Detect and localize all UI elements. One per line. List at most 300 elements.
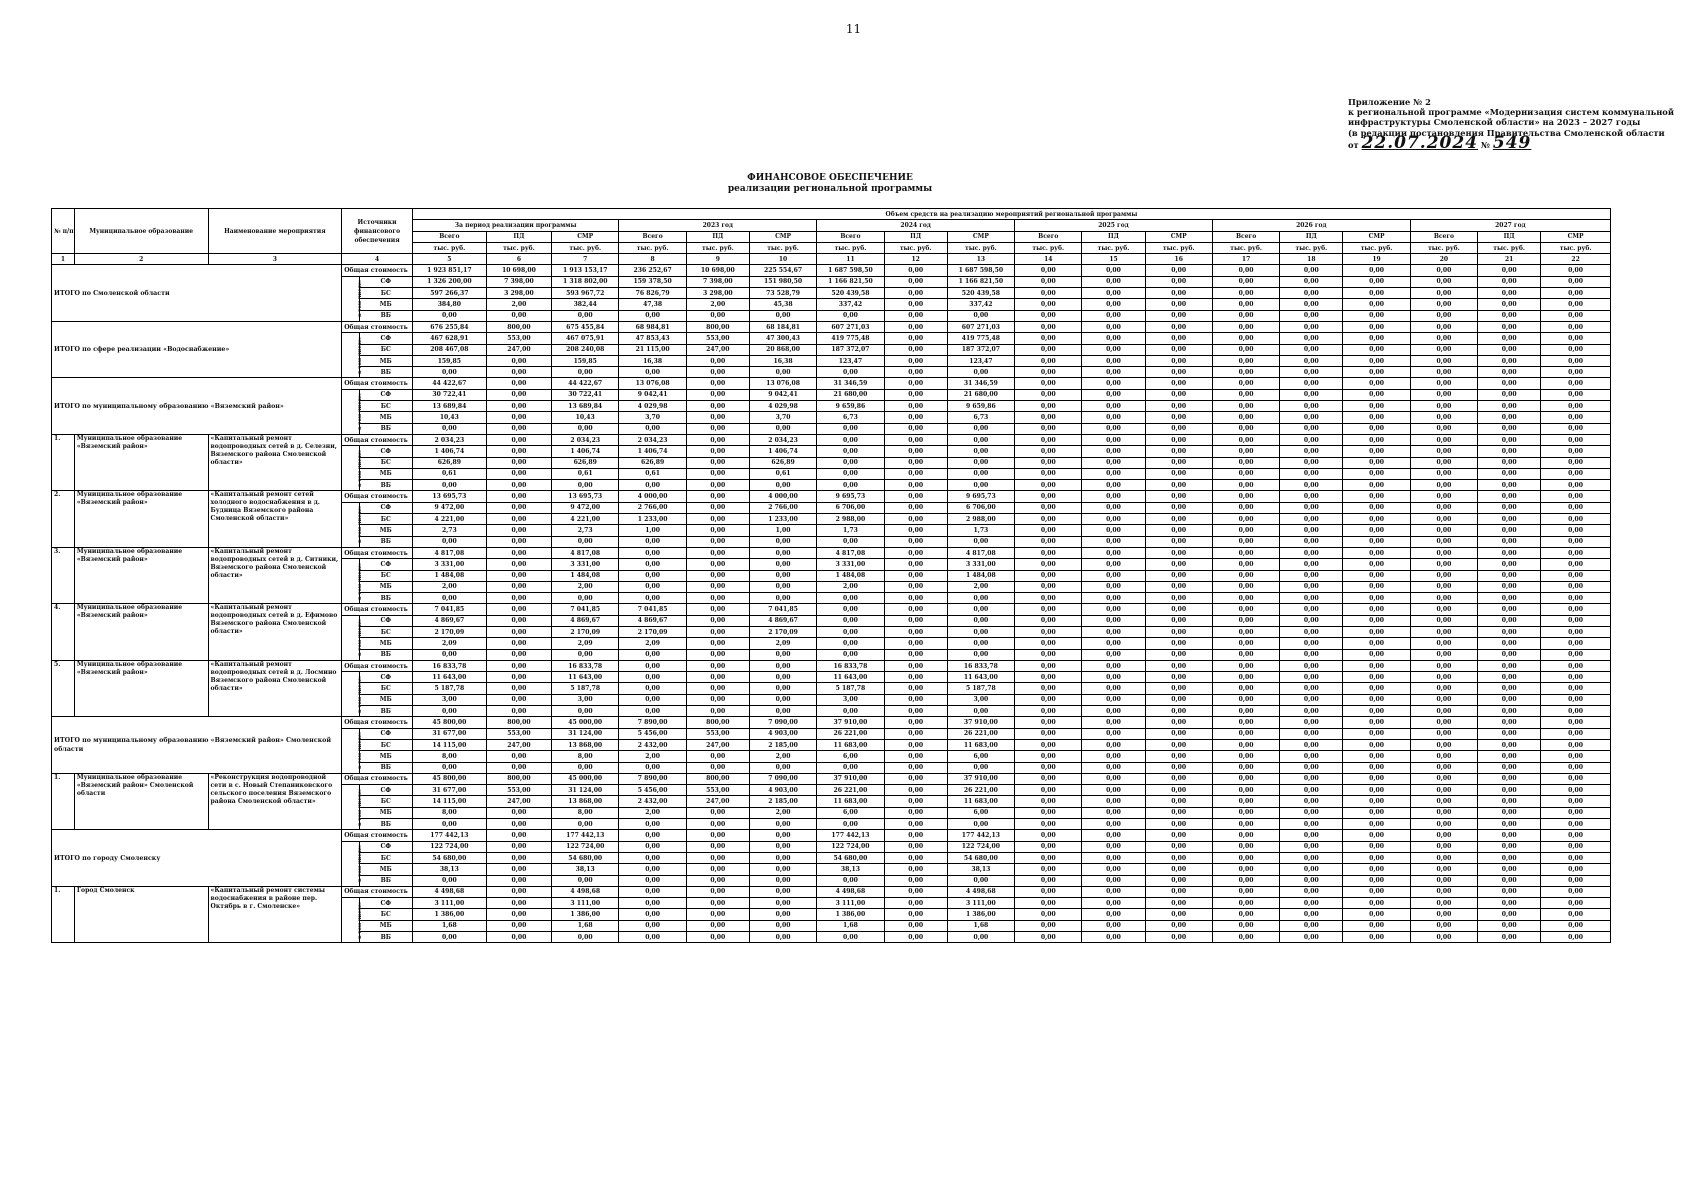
appendix-note — [1348, 97, 1693, 153]
period-header: 2026 год — [1212, 220, 1410, 231]
value-cell: 0,00 — [1145, 751, 1212, 762]
value-cell: 0,00 — [686, 559, 749, 570]
value-cell: 2 034,23 — [412, 434, 486, 445]
value-cell: 2,09 — [749, 638, 816, 649]
value-cell: 0,00 — [1541, 525, 1611, 536]
column-type-header: Всего — [619, 231, 686, 242]
value-cell: 0,00 — [1478, 276, 1541, 287]
value-cell: 0,00 — [1280, 593, 1343, 604]
value-cell: 626,89 — [412, 457, 486, 468]
value-cell: 0,00 — [1082, 480, 1145, 491]
value-cell: 0,00 — [1145, 265, 1212, 276]
value-cell: 0,00 — [1541, 638, 1611, 649]
value-cell: 0,00 — [884, 785, 947, 796]
value-cell: 0,00 — [1343, 785, 1410, 796]
value-cell: 0,00 — [884, 570, 947, 581]
item-municipality: Муниципальное образование «Вяземский район» — [74, 547, 208, 603]
value-cell: 21 680,00 — [947, 389, 1014, 400]
value-cell: 236 252,67 — [619, 265, 686, 276]
value-cell: 0,00 — [1410, 649, 1477, 660]
value-cell: 0,00 — [619, 536, 686, 547]
value-cell: 0,00 — [1280, 559, 1343, 570]
value-cell: 1 233,00 — [749, 514, 816, 525]
value-cell: 0,00 — [1541, 819, 1611, 830]
column-number: 16 — [1145, 254, 1212, 265]
value-cell: 0,00 — [1212, 355, 1279, 366]
value-cell: 7 890,00 — [619, 717, 686, 728]
value-cell: 0,00 — [884, 660, 947, 671]
value-cell: 0,00 — [1015, 434, 1082, 445]
value-cell: 3 111,00 — [947, 898, 1014, 909]
period-header: 2025 год — [1015, 220, 1213, 231]
value-cell: 0,00 — [884, 864, 947, 875]
value-cell: 626,89 — [749, 457, 816, 468]
value-cell: 7 041,85 — [412, 604, 486, 615]
value-cell: 0,00 — [884, 886, 947, 897]
value-cell: 0,00 — [884, 604, 947, 615]
value-cell: 0,00 — [1082, 615, 1145, 626]
value-cell: 0,00 — [686, 310, 749, 321]
incl-label — [342, 841, 364, 886]
value-cell: 0,00 — [1478, 773, 1541, 784]
value-cell: 1,68 — [817, 920, 884, 931]
value-cell: 0,00 — [1212, 446, 1279, 457]
value-cell: 0,00 — [1280, 920, 1343, 931]
value-cell: 0,00 — [1478, 886, 1541, 897]
value-cell: 0,00 — [1410, 886, 1477, 897]
source-total-label: Общая стоимость — [342, 434, 413, 445]
source-label: БС — [359, 909, 412, 920]
value-cell: 0,00 — [1082, 886, 1145, 897]
value-cell: 0,00 — [619, 819, 686, 830]
value-cell: 0,00 — [1015, 299, 1082, 310]
value-cell: 0,00 — [1410, 852, 1477, 863]
item-measure: «Капитальный ремонт водопроводных сетей в д. Ефимово Вяземского района Смоленской области» — [208, 604, 342, 660]
unit-header: тыс. руб. — [1015, 242, 1082, 253]
value-cell: 0,00 — [817, 875, 884, 886]
value-cell: 0,00 — [1015, 638, 1082, 649]
value-cell: 0,61 — [749, 468, 816, 479]
value-cell: 0,00 — [1478, 593, 1541, 604]
value-cell: 0,00 — [1082, 932, 1145, 943]
value-cell: 0,00 — [1541, 841, 1611, 852]
value-cell: 0,00 — [686, 367, 749, 378]
value-cell: 0,00 — [1082, 593, 1145, 604]
appendix-line: (в редакции постановления Правительства Смоленской области — [1348, 127, 1665, 138]
value-cell: 0,00 — [884, 739, 947, 750]
value-cell: 9 472,00 — [552, 502, 619, 513]
source-label: БС — [359, 344, 412, 355]
value-cell: 0,00 — [686, 932, 749, 943]
value-cell: 0,00 — [1082, 581, 1145, 592]
value-cell: 0,00 — [1082, 434, 1145, 445]
incl-label — [342, 559, 364, 604]
value-cell: 0,00 — [749, 570, 816, 581]
value-cell: 0,00 — [1541, 355, 1611, 366]
value-cell: 0,00 — [619, 593, 686, 604]
value-cell: 0,00 — [1015, 333, 1082, 344]
incl-label-text: в том числе: — [357, 901, 364, 939]
value-cell: 0,00 — [884, 672, 947, 683]
value-cell: 0,00 — [817, 480, 884, 491]
value-cell: 0,00 — [486, 457, 551, 468]
value-cell: 0,00 — [486, 468, 551, 479]
value-cell: 6,73 — [947, 412, 1014, 423]
value-cell: 0,00 — [1410, 920, 1477, 931]
value-cell: 0,00 — [686, 502, 749, 513]
value-cell: 0,00 — [1478, 762, 1541, 773]
value-cell: 800,00 — [686, 717, 749, 728]
value-cell: 0,00 — [1212, 457, 1279, 468]
value-cell: 0,00 — [1280, 875, 1343, 886]
incl-label-text: в том числе: — [357, 788, 364, 826]
value-cell: 0,00 — [1541, 909, 1611, 920]
column-type-header: ПД — [1280, 231, 1343, 242]
value-cell: 0,00 — [1145, 773, 1212, 784]
value-cell: 0,00 — [947, 310, 1014, 321]
value-cell: 0,00 — [749, 649, 816, 660]
value-cell: 0,00 — [1145, 626, 1212, 637]
source-label: БС — [359, 796, 412, 807]
value-cell: 4 869,67 — [749, 615, 816, 626]
value-cell: 0,00 — [1343, 841, 1410, 852]
value-cell: 0,00 — [1410, 525, 1477, 536]
value-cell: 2 034,23 — [749, 434, 816, 445]
value-cell: 3 331,00 — [947, 559, 1014, 570]
value-cell: 0,00 — [412, 875, 486, 886]
value-cell: 0,00 — [1410, 626, 1477, 637]
block-total-label: ИТОГО по муниципальному образованию «Вяземский район» — [52, 378, 342, 434]
value-cell: 0,00 — [686, 694, 749, 705]
value-cell: 0,00 — [619, 547, 686, 558]
value-cell: 0,00 — [1145, 401, 1212, 412]
table-row — [52, 830, 1611, 841]
column-number: 21 — [1478, 254, 1541, 265]
source-total-label: Общая стоимость — [342, 491, 413, 502]
value-cell: 0,00 — [1015, 412, 1082, 423]
value-cell: 0,00 — [1015, 559, 1082, 570]
value-cell: 0,00 — [1145, 288, 1212, 299]
value-cell: 10 698,00 — [686, 265, 749, 276]
source-label: МБ — [359, 694, 412, 705]
value-cell: 0,00 — [486, 355, 551, 366]
value-cell: 0,00 — [884, 547, 947, 558]
value-cell: 2,00 — [817, 581, 884, 592]
value-cell: 0,00 — [884, 807, 947, 818]
value-cell: 2 185,00 — [749, 796, 816, 807]
value-cell: 0,00 — [1280, 864, 1343, 875]
column-type-header: СМР — [552, 231, 619, 242]
value-cell: 0,00 — [1478, 626, 1541, 637]
source-label: МБ — [359, 299, 412, 310]
value-cell: 0,00 — [1212, 434, 1279, 445]
value-cell: 0,00 — [1145, 807, 1212, 818]
value-cell: 68 984,81 — [619, 321, 686, 332]
value-cell: 2 034,23 — [619, 434, 686, 445]
value-cell: 0,00 — [1082, 423, 1145, 434]
value-cell: 0,00 — [1145, 672, 1212, 683]
value-cell: 0,00 — [686, 909, 749, 920]
value-cell: 0,61 — [412, 468, 486, 479]
value-cell: 0,00 — [1280, 672, 1343, 683]
value-cell: 0,00 — [1145, 502, 1212, 513]
value-cell: 0,00 — [686, 514, 749, 525]
value-cell: 0,00 — [1541, 807, 1611, 818]
value-cell: 45 800,00 — [412, 717, 486, 728]
item-number: 1. — [52, 886, 75, 942]
value-cell: 0,00 — [1478, 604, 1541, 615]
value-cell: 0,00 — [1343, 751, 1410, 762]
value-cell: 0,00 — [884, 502, 947, 513]
value-cell: 0,00 — [686, 615, 749, 626]
value-cell: 0,00 — [1145, 604, 1212, 615]
value-cell: 0,00 — [1478, 649, 1541, 660]
value-cell: 122 724,00 — [412, 841, 486, 852]
value-cell: 0,00 — [412, 762, 486, 773]
value-cell: 0,00 — [1343, 638, 1410, 649]
value-cell: 0,00 — [1541, 265, 1611, 276]
value-cell: 0,00 — [1410, 299, 1477, 310]
value-cell: 0,00 — [486, 649, 551, 660]
value-cell: 0,00 — [619, 886, 686, 897]
value-cell: 0,00 — [1478, 807, 1541, 818]
value-cell: 0,00 — [884, 310, 947, 321]
value-cell: 0,00 — [1343, 706, 1410, 717]
value-cell: 0,00 — [1410, 819, 1477, 830]
value-cell: 13 695,73 — [552, 491, 619, 502]
value-cell: 0,00 — [1343, 660, 1410, 671]
value-cell: 0,00 — [1280, 367, 1343, 378]
value-cell: 0,00 — [1280, 728, 1343, 739]
value-cell: 0,00 — [1082, 638, 1145, 649]
value-cell: 0,00 — [1343, 288, 1410, 299]
unit-header: тыс. руб. — [619, 242, 686, 253]
value-cell: 2,09 — [412, 638, 486, 649]
incl-label-text: в том числе: — [357, 337, 364, 374]
unit-header: тыс. руб. — [749, 242, 816, 253]
source-label: СФ — [359, 389, 412, 400]
value-cell: 0,00 — [686, 570, 749, 581]
number-label: № — [1480, 139, 1490, 150]
value-cell: 0,00 — [1410, 581, 1477, 592]
value-cell: 0,00 — [1280, 276, 1343, 287]
value-cell: 0,00 — [1478, 717, 1541, 728]
value-cell: 0,00 — [1145, 480, 1212, 491]
value-cell: 0,00 — [1410, 660, 1477, 671]
value-cell: 0,00 — [1478, 480, 1541, 491]
value-cell: 0,00 — [1280, 333, 1343, 344]
value-cell: 0,00 — [1343, 389, 1410, 400]
value-cell: 0,00 — [1280, 604, 1343, 615]
value-cell: 0,00 — [1212, 660, 1279, 671]
value-cell: 800,00 — [486, 717, 551, 728]
value-cell: 0,00 — [1410, 615, 1477, 626]
value-cell: 0,00 — [884, 875, 947, 886]
value-cell: 0,00 — [1212, 480, 1279, 491]
source-label: СФ — [359, 898, 412, 909]
value-cell: 0,00 — [1280, 706, 1343, 717]
value-cell: 0,00 — [1212, 773, 1279, 784]
value-cell: 0,00 — [1082, 852, 1145, 863]
value-cell: 0,00 — [817, 762, 884, 773]
value-cell: 0,00 — [1478, 615, 1541, 626]
value-cell: 0,00 — [1343, 796, 1410, 807]
value-cell: 0,00 — [1082, 660, 1145, 671]
value-cell: 0,00 — [686, 819, 749, 830]
value-cell: 0,00 — [1212, 751, 1279, 762]
value-cell: 0,00 — [1145, 333, 1212, 344]
column-number: 1 — [52, 254, 75, 265]
value-cell: 0,00 — [686, 898, 749, 909]
value-cell: 159 378,50 — [619, 276, 686, 287]
value-cell: 0,00 — [817, 593, 884, 604]
value-cell: 2 432,00 — [619, 739, 686, 750]
value-cell: 0,00 — [486, 423, 551, 434]
value-cell: 0,00 — [817, 457, 884, 468]
value-cell: 0,00 — [1541, 514, 1611, 525]
source-label: ВБ — [359, 649, 412, 660]
value-cell: 0,00 — [1280, 739, 1343, 750]
value-cell: 0,00 — [1343, 807, 1410, 818]
source-label: СФ — [359, 672, 412, 683]
value-cell: 0,00 — [1478, 355, 1541, 366]
value-cell: 0,00 — [686, 457, 749, 468]
value-cell: 0,00 — [884, 367, 947, 378]
value-cell: 0,00 — [749, 423, 816, 434]
value-cell: 122 724,00 — [947, 841, 1014, 852]
value-cell: 0,00 — [817, 649, 884, 660]
source-label: ВБ — [359, 762, 412, 773]
value-cell: 11 683,00 — [817, 739, 884, 750]
value-cell: 0,00 — [1015, 593, 1082, 604]
item-measure: «Капитальный ремонт сетей холодного водоснабжения в д. Будница Вяземского района Смоленской области» — [208, 491, 342, 547]
value-cell: 0,00 — [1280, 378, 1343, 389]
source-total-label: Общая стоимость — [342, 830, 413, 841]
value-cell: 0,00 — [1541, 457, 1611, 468]
value-cell: 337,42 — [817, 299, 884, 310]
value-cell: 0,00 — [412, 932, 486, 943]
value-cell: 0,00 — [749, 706, 816, 717]
value-cell: 0,00 — [1082, 898, 1145, 909]
value-cell: 0,00 — [947, 932, 1014, 943]
value-cell: 0,00 — [947, 367, 1014, 378]
value-cell: 2,00 — [619, 807, 686, 818]
value-cell: 2,00 — [486, 299, 551, 310]
value-cell: 0,00 — [947, 649, 1014, 660]
value-cell: 0,00 — [486, 864, 551, 875]
value-cell: 0,00 — [1280, 683, 1343, 694]
value-cell: 0,00 — [1280, 355, 1343, 366]
value-cell: 0,00 — [1082, 536, 1145, 547]
value-cell: 0,00 — [1015, 389, 1082, 400]
value-cell: 123,47 — [947, 355, 1014, 366]
item-municipality: Муниципальное образование «Вяземский район» Смоленской области — [74, 773, 208, 829]
value-cell: 0,00 — [1015, 864, 1082, 875]
value-cell: 0,00 — [749, 830, 816, 841]
value-cell: 0,00 — [1478, 909, 1541, 920]
value-cell: 0,00 — [1015, 570, 1082, 581]
value-cell: 0,00 — [1280, 480, 1343, 491]
block-total-label: ИТОГО по городу Смоленску — [52, 830, 342, 886]
value-cell: 0,00 — [486, 841, 551, 852]
col-municipality-header: Муниципальное образование — [74, 209, 208, 254]
value-cell: 0,00 — [1212, 807, 1279, 818]
value-cell: 0,00 — [1212, 276, 1279, 287]
source-total-label: Общая стоимость — [342, 660, 413, 671]
col-measure-header: Наименование мероприятия — [208, 209, 342, 254]
value-cell: 0,00 — [1212, 932, 1279, 943]
value-cell: 0,00 — [884, 446, 947, 457]
appendix-line: к региональной программе «Модернизация систем коммунальной — [1348, 107, 1674, 118]
value-cell: 0,00 — [817, 819, 884, 830]
value-cell: 1 318 802,00 — [552, 276, 619, 287]
value-cell: 0,00 — [1145, 446, 1212, 457]
value-cell: 0,00 — [1478, 333, 1541, 344]
value-cell: 800,00 — [486, 773, 551, 784]
value-cell: 0,00 — [1343, 898, 1410, 909]
value-cell: 7 090,00 — [749, 717, 816, 728]
value-cell: 0,00 — [884, 830, 947, 841]
value-cell: 3 111,00 — [412, 898, 486, 909]
value-cell: 0,00 — [1541, 932, 1611, 943]
value-cell: 0,00 — [619, 762, 686, 773]
value-cell: 0,00 — [1145, 785, 1212, 796]
value-cell: 0,00 — [884, 638, 947, 649]
from-label: от — [1348, 139, 1359, 150]
value-cell: 0,00 — [1212, 389, 1279, 400]
value-cell: 0,00 — [1343, 739, 1410, 750]
value-cell: 0,00 — [749, 367, 816, 378]
value-cell: 1 386,00 — [552, 909, 619, 920]
col-num-header: № п/п — [52, 209, 75, 254]
value-cell: 0,00 — [1280, 547, 1343, 558]
incl-label-text: в том числе: — [357, 562, 364, 600]
item-municipality: Город Смоленск — [74, 886, 208, 942]
value-cell: 0,00 — [1343, 852, 1410, 863]
value-cell: 0,00 — [686, 706, 749, 717]
value-cell: 4 221,00 — [552, 514, 619, 525]
value-cell: 0,00 — [486, 502, 551, 513]
value-cell: 0,00 — [1410, 468, 1477, 479]
incl-label-text: в том числе: — [357, 393, 364, 431]
value-cell: 0,00 — [1015, 875, 1082, 886]
value-cell: 0,00 — [1343, 864, 1410, 875]
value-cell: 0,00 — [1145, 875, 1212, 886]
value-cell: 0,00 — [486, 525, 551, 536]
value-cell: 0,00 — [486, 672, 551, 683]
value-cell: 0,00 — [486, 762, 551, 773]
column-type-header: Всего — [1212, 231, 1279, 242]
value-cell: 0,00 — [1478, 932, 1541, 943]
value-cell: 0,00 — [486, 446, 551, 457]
value-cell: 2 766,00 — [749, 502, 816, 513]
table-row — [52, 660, 1611, 671]
value-cell: 1 484,08 — [552, 570, 619, 581]
value-cell: 0,00 — [1478, 706, 1541, 717]
unit-header: тыс. руб. — [1212, 242, 1279, 253]
column-type-header: СМР — [1541, 231, 1611, 242]
value-cell: 4 817,08 — [817, 547, 884, 558]
value-cell: 31 677,00 — [412, 728, 486, 739]
value-cell: 1,00 — [619, 525, 686, 536]
value-cell: 0,00 — [552, 875, 619, 886]
value-cell: 0,00 — [1082, 920, 1145, 931]
source-label: ВБ — [359, 593, 412, 604]
value-cell: 0,00 — [1015, 468, 1082, 479]
value-cell: 1 687 598,50 — [817, 265, 884, 276]
value-cell: 0,00 — [686, 389, 749, 400]
value-cell: 384,80 — [412, 299, 486, 310]
